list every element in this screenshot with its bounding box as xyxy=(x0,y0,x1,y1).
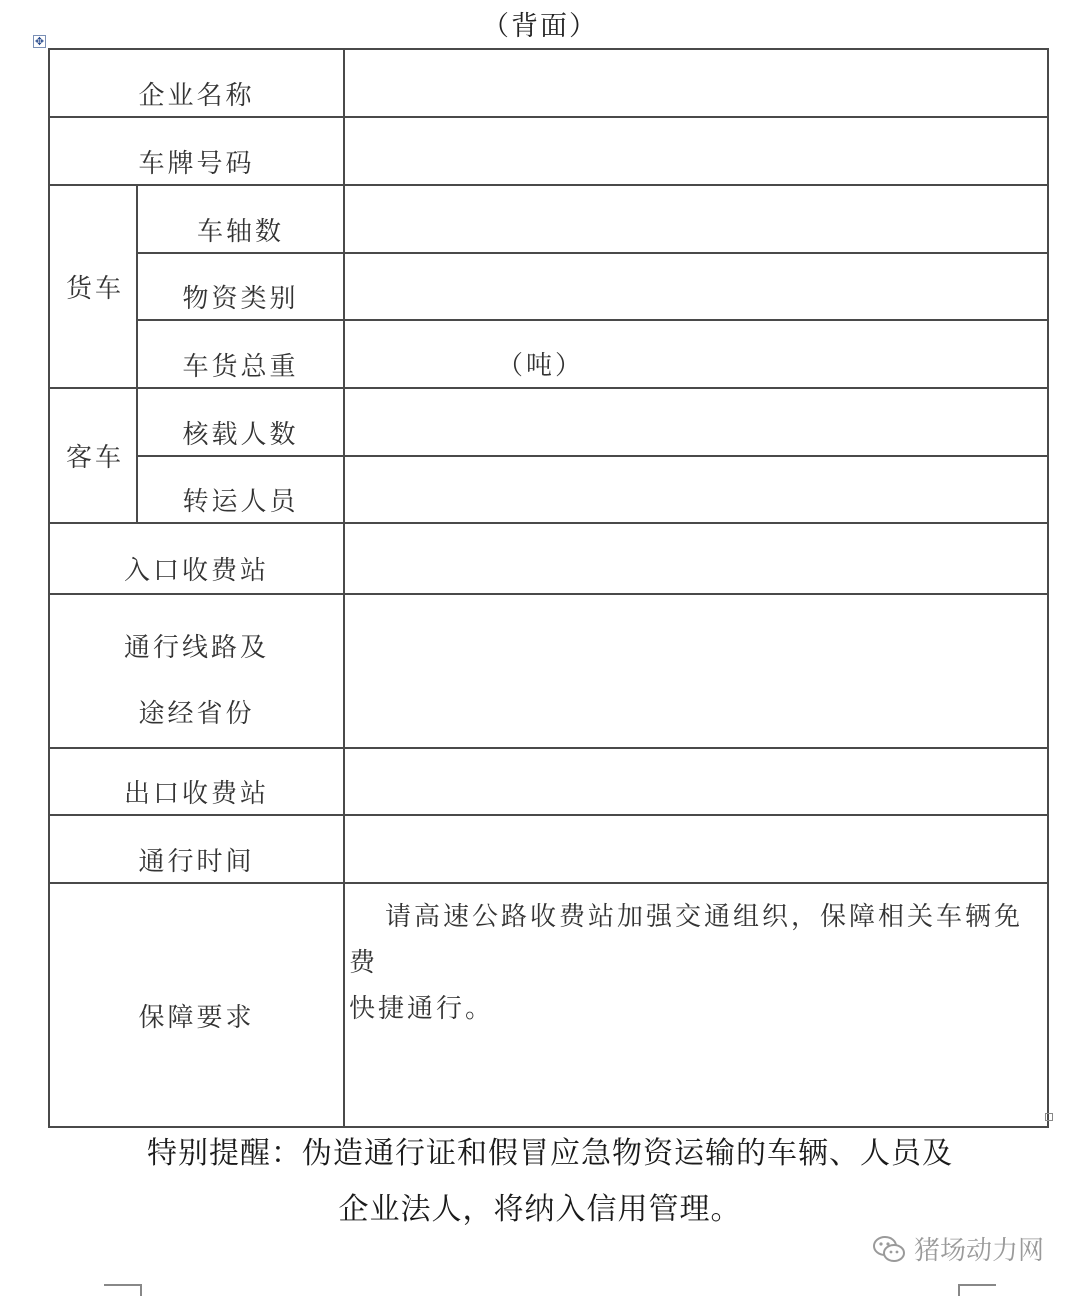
row-total-weight xyxy=(49,320,1048,388)
row-company-name xyxy=(49,49,1048,117)
table-move-handle-icon[interactable]: ✥ xyxy=(34,35,45,48)
weight-unit: （吨） xyxy=(497,350,585,381)
page-corner-mark-left xyxy=(104,1284,142,1296)
company-name-field[interactable] xyxy=(344,49,1048,117)
row-rated-passengers xyxy=(49,388,1048,456)
row-entry-toll-station xyxy=(49,523,1048,594)
route-label-line2: 途经省份 xyxy=(138,699,255,729)
watermark-text: 猪场动力网 xyxy=(913,1236,1044,1266)
guarantee-text-line1: 请高速公路收费站加强交通组织，保障相关车辆免费 xyxy=(349,902,1024,978)
plate-number-field[interactable] xyxy=(344,117,1048,185)
route-field[interactable] xyxy=(344,594,1048,748)
row-guarantee xyxy=(49,883,1048,1127)
guarantee-text xyxy=(344,883,1048,1127)
travel-time-label: 通行时间 xyxy=(49,815,344,883)
row-route xyxy=(49,594,1048,748)
wechat-icon xyxy=(872,1234,906,1264)
row-axle-count xyxy=(49,185,1048,253)
page-corner-mark-right xyxy=(958,1284,996,1296)
company-name-label: 企业名称 xyxy=(49,49,344,117)
plate-number-label: 车牌号码 xyxy=(49,117,344,185)
row-exit-toll-station xyxy=(49,748,1048,815)
total-weight-label: 车货总重 xyxy=(137,320,344,388)
cargo-category-field[interactable] xyxy=(344,253,1048,320)
guarantee-label: 保障要求 xyxy=(49,883,344,1127)
notice-line1: 特别提醒：伪造通行证和假冒应急物资运输的车辆、人员及 xyxy=(147,1136,953,1171)
total-weight-field[interactable] xyxy=(344,320,1048,388)
exit-toll-station-label: 出口收费站 xyxy=(49,748,344,815)
cargo-category-label: 物资类别 xyxy=(137,253,344,320)
row-travel-time xyxy=(49,815,1048,883)
route-label xyxy=(49,594,344,748)
entry-toll-station-field[interactable] xyxy=(344,523,1048,594)
exit-toll-station-field[interactable] xyxy=(344,748,1048,815)
page-heading: （背面） xyxy=(482,11,598,42)
watermark xyxy=(872,1230,1044,1267)
axle-count-label: 车轴数 xyxy=(137,185,344,253)
axle-count-field[interactable] xyxy=(344,185,1048,253)
pass-form-table xyxy=(48,48,1049,1128)
row-cargo-category xyxy=(49,253,1048,320)
rated-passengers-label: 核载人数 xyxy=(137,388,344,456)
table-resize-handle[interactable] xyxy=(1045,1113,1053,1121)
rated-passengers-field[interactable] xyxy=(344,388,1048,456)
guarantee-text-line2: 快捷通行。 xyxy=(349,994,495,1024)
truck-group-label: 货车 xyxy=(49,185,137,388)
transported-persons-field[interactable] xyxy=(344,456,1048,523)
route-label-line1: 通行线路及 xyxy=(124,633,270,663)
entry-toll-station-label: 入口收费站 xyxy=(49,523,344,594)
row-transported-persons xyxy=(49,456,1048,523)
transported-persons-label: 转运人员 xyxy=(137,456,344,523)
travel-time-field[interactable] xyxy=(344,815,1048,883)
bus-group-label: 客车 xyxy=(49,388,137,523)
notice-line2: 企业法人，将纳入信用管理。 xyxy=(338,1192,742,1227)
row-plate-number xyxy=(49,117,1048,185)
